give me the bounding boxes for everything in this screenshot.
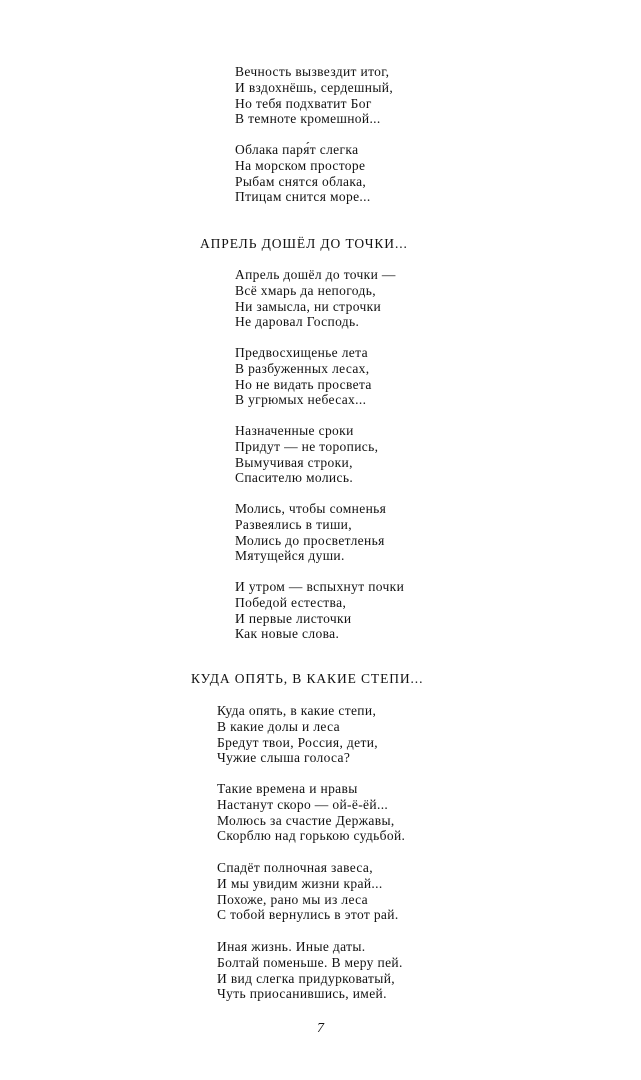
poem-line: Чужие слыша голоса? (217, 750, 351, 766)
poem-line: В разбуженных лесах, (235, 360, 370, 376)
poem-line: Спадёт полночная завеса, (217, 860, 373, 875)
poem-line: Но не видать просвета (235, 376, 372, 392)
poem-line: Всё хмарь да непогодь, (235, 282, 376, 298)
poem-2-stanza-4 (235, 501, 386, 564)
poem-line: Похоже, рано мы из леса (217, 891, 368, 907)
poem-line: Скорблю над горькою судьбой. (217, 828, 406, 844)
poem-3-stanza-1 (217, 703, 378, 766)
poem-line: Спасителю молись. (235, 470, 354, 486)
poem-line: В угрюмых небесах... (235, 392, 367, 408)
poem-2-stanza-2 (235, 345, 372, 408)
poem-line: Но тебя подхватит Бог (235, 95, 372, 111)
poem-line: В темноте кромешной... (235, 111, 381, 127)
poem-3-stanza-3 (217, 860, 399, 923)
poem-line: Победой естества, (235, 594, 347, 610)
poem-2-stanza-1 (235, 267, 396, 330)
poem-line: Рыбам снятся облака, (235, 173, 367, 189)
poem-line: Болтай поменьше. В меру пей. (217, 954, 403, 970)
poem-3-stanza-2 (217, 781, 405, 844)
poem-line: Ни замысла, ни строчки (235, 298, 382, 314)
poem-2-stanza-5 (235, 579, 404, 642)
poem-line: С тобой вернулись в этот рай. (217, 907, 399, 923)
poem-line: Молись, чтобы сомненья (235, 501, 387, 516)
poem-line: Чуть приосанившись, имей. (217, 986, 387, 1002)
poem-line: В какие долы и леса (217, 718, 340, 734)
poem-title: КУДА ОПЯТЬ, В КАКИЕ СТЕПИ... (191, 671, 424, 686)
poem-line: Придут — не торопись, (235, 438, 379, 454)
poem-line: И утром — вспыхнут почки (235, 579, 405, 594)
poem-line: Мятущейся души. (235, 548, 345, 564)
poem-line: И первые листочки (235, 610, 352, 626)
poem-line: Иная жизнь. Иные даты. (217, 939, 366, 954)
poem-line: Апрель дошёл до точки — (235, 267, 396, 282)
poem-2-stanza-3 (235, 423, 378, 486)
poem-line: Как новые слова. (235, 626, 340, 642)
page-number: 7 (317, 1021, 324, 1036)
poem-title: АПРЕЛЬ ДОШЁЛ ДО ТОЧКИ... (200, 236, 408, 251)
poem-line: Вечность вызвездит итог, (235, 64, 390, 79)
poem-1-stanza-1 (235, 64, 393, 127)
poem-line: Предвосхищенье лета (235, 345, 368, 360)
poem-line: Бредут твои, Россия, дети, (217, 734, 379, 750)
poem-line: И вздохнёшь, сердешный, (235, 79, 394, 95)
poem-line: Назначенные сроки (235, 423, 354, 438)
poem-line: И мы увидим жизни край... (217, 875, 383, 891)
poem-line: Куда опять, в какие степи, (217, 703, 377, 718)
poem-line: Вымучивая строки, (235, 454, 353, 470)
poem-line: Развеялись в тиши, (235, 516, 352, 532)
poem-line: Молюсь за счастие Державы, (217, 812, 395, 828)
poem-line: Такие времена и нравы (217, 781, 358, 796)
poem-1-stanza-2 (235, 142, 371, 205)
poem-3-stanza-4 (217, 939, 403, 1002)
poem-line: Настанут скоро — ой-ё-ёй... (217, 796, 389, 812)
poem-line: Птицам снится море... (235, 189, 371, 205)
poem-line: Молись до просветленья (235, 532, 385, 548)
poem-line: Облака паря́т слегка (235, 142, 359, 157)
poem-line: И вид слегка придурковатый, (217, 970, 395, 986)
poem-line: Не даровал Господь. (235, 314, 360, 330)
poem-line: На морском просторе (235, 157, 366, 173)
